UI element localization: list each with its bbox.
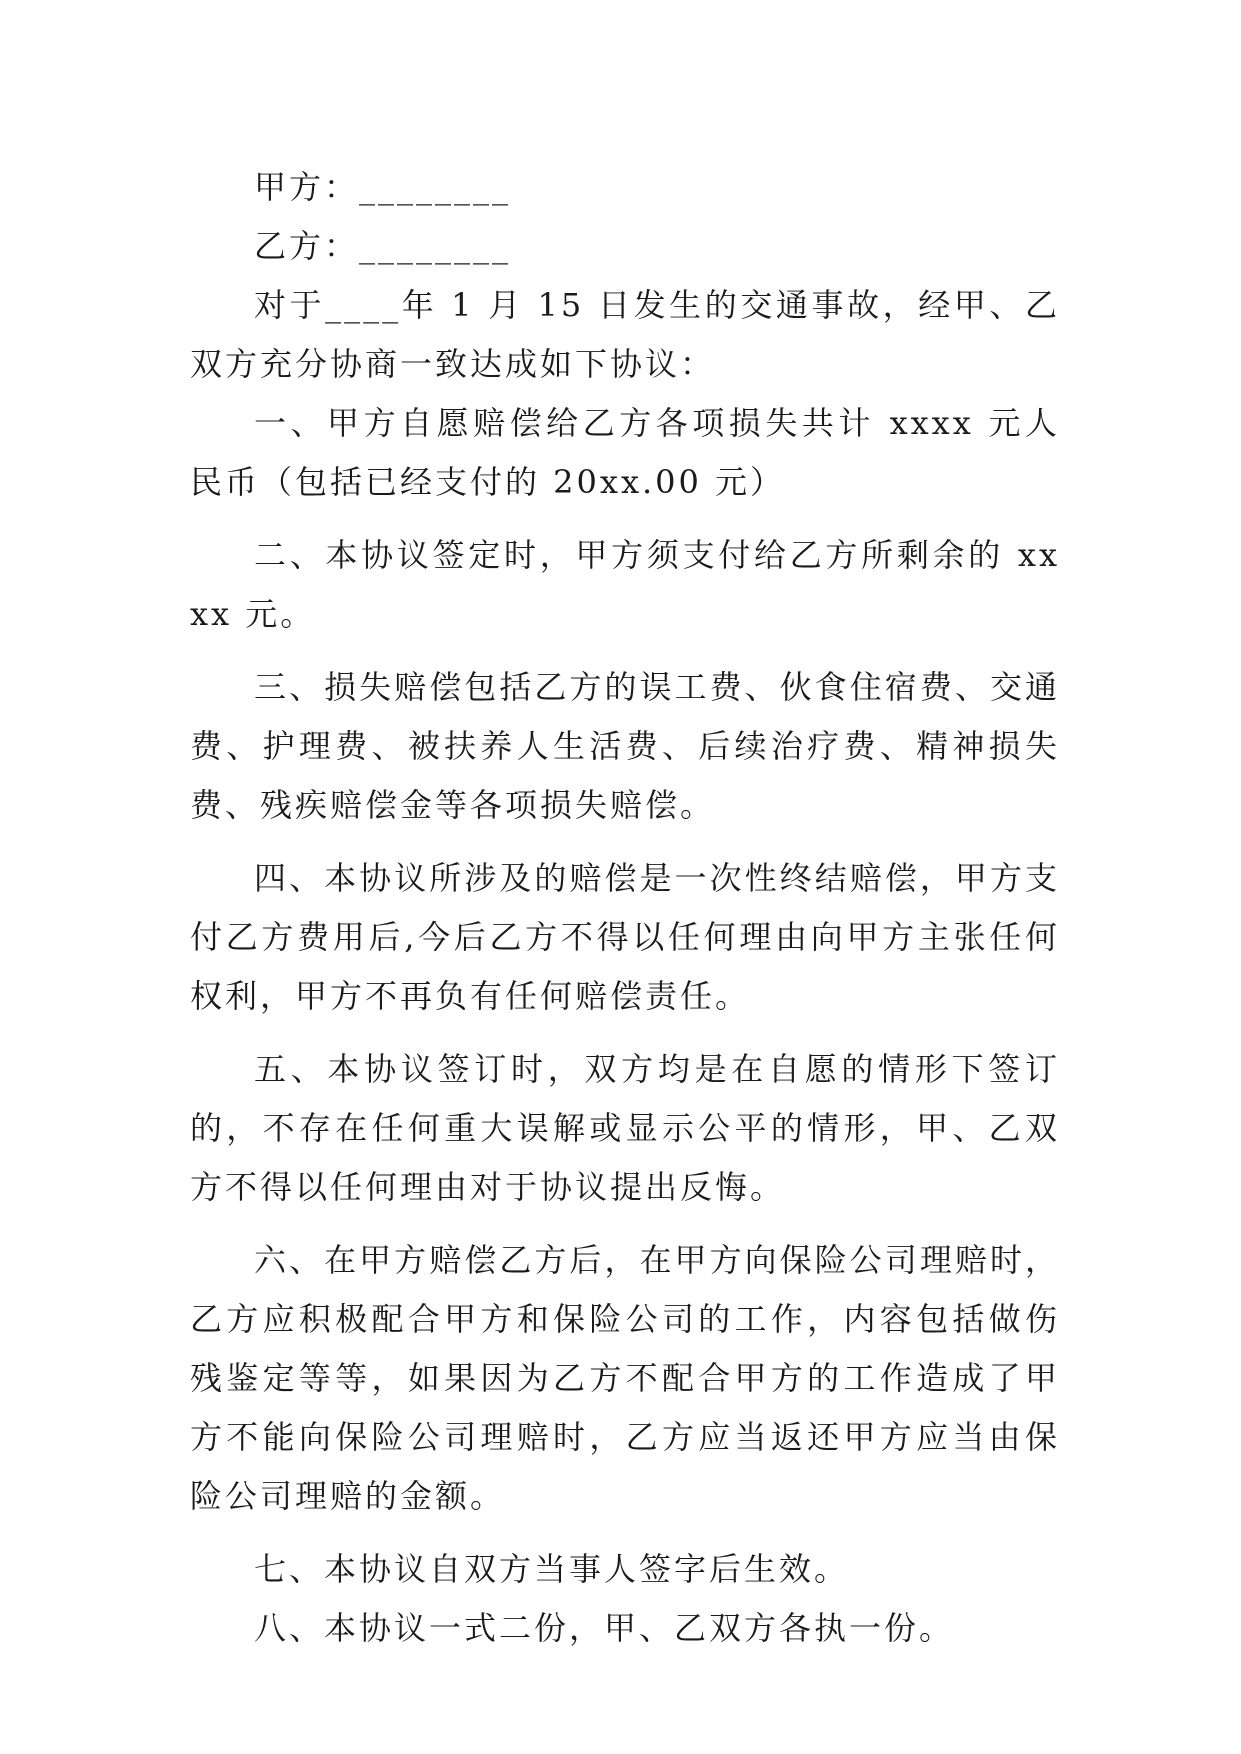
clause-2: 二、本协议签定时，甲方须支付给乙方所剩余的 xxxx 元。 (190, 536, 1060, 633)
clause-5: 五、本协议签订时，双方均是在自愿的情形下签订的，不存在任何重大误解或显示公平的情形，甲、乙双方不得以任何理由对于协议提出反悔。 (190, 1050, 1060, 1206)
party-a-line: 甲方：________ (254, 168, 512, 206)
clause-4: 四、本协议所涉及的赔偿是一次性终结赔偿，甲方支付乙方费用后,今后乙方不得以任何理由向甲方主张任何权利，甲方不再负有任何赔偿责任。 (190, 859, 1060, 1015)
agreement-body (190, 158, 1060, 1658)
party-b-line: 乙方：________ (254, 227, 512, 265)
clause-6: 六、在甲方赔偿乙方后，在甲方向保险公司理赔时，乙方应积极配合甲方和保险公司的工作，内容包括做伤残鉴定等等，如果因为乙方不配合甲方的工作造成了甲方不能向保险公司理赔时，乙方应当返还甲方应当由保险公司理赔的金额。 (190, 1241, 1060, 1515)
clause-1: 一、甲方自愿赔偿给乙方各项损失共计 xxxx 元人民币（包括已经支付的 20xx.00 元） (190, 404, 1060, 501)
clause-7: 七、本协议自双方当事人签字后生效。 (254, 1550, 850, 1588)
clause-8: 八、本协议一式二份，甲、乙双方各执一份。 (254, 1609, 955, 1647)
intro-paragraph: 对于____年 1 月 15 日发生的交通事故，经甲、乙双方充分协商一致达成如下协议： (190, 286, 1060, 383)
clause-3: 三、损失赔偿包括乙方的误工费、伙食住宿费、交通费、护理费、被扶养人生活费、后续治疗费、精神损失费、残疾赔偿金等各项损失赔偿。 (190, 668, 1060, 824)
